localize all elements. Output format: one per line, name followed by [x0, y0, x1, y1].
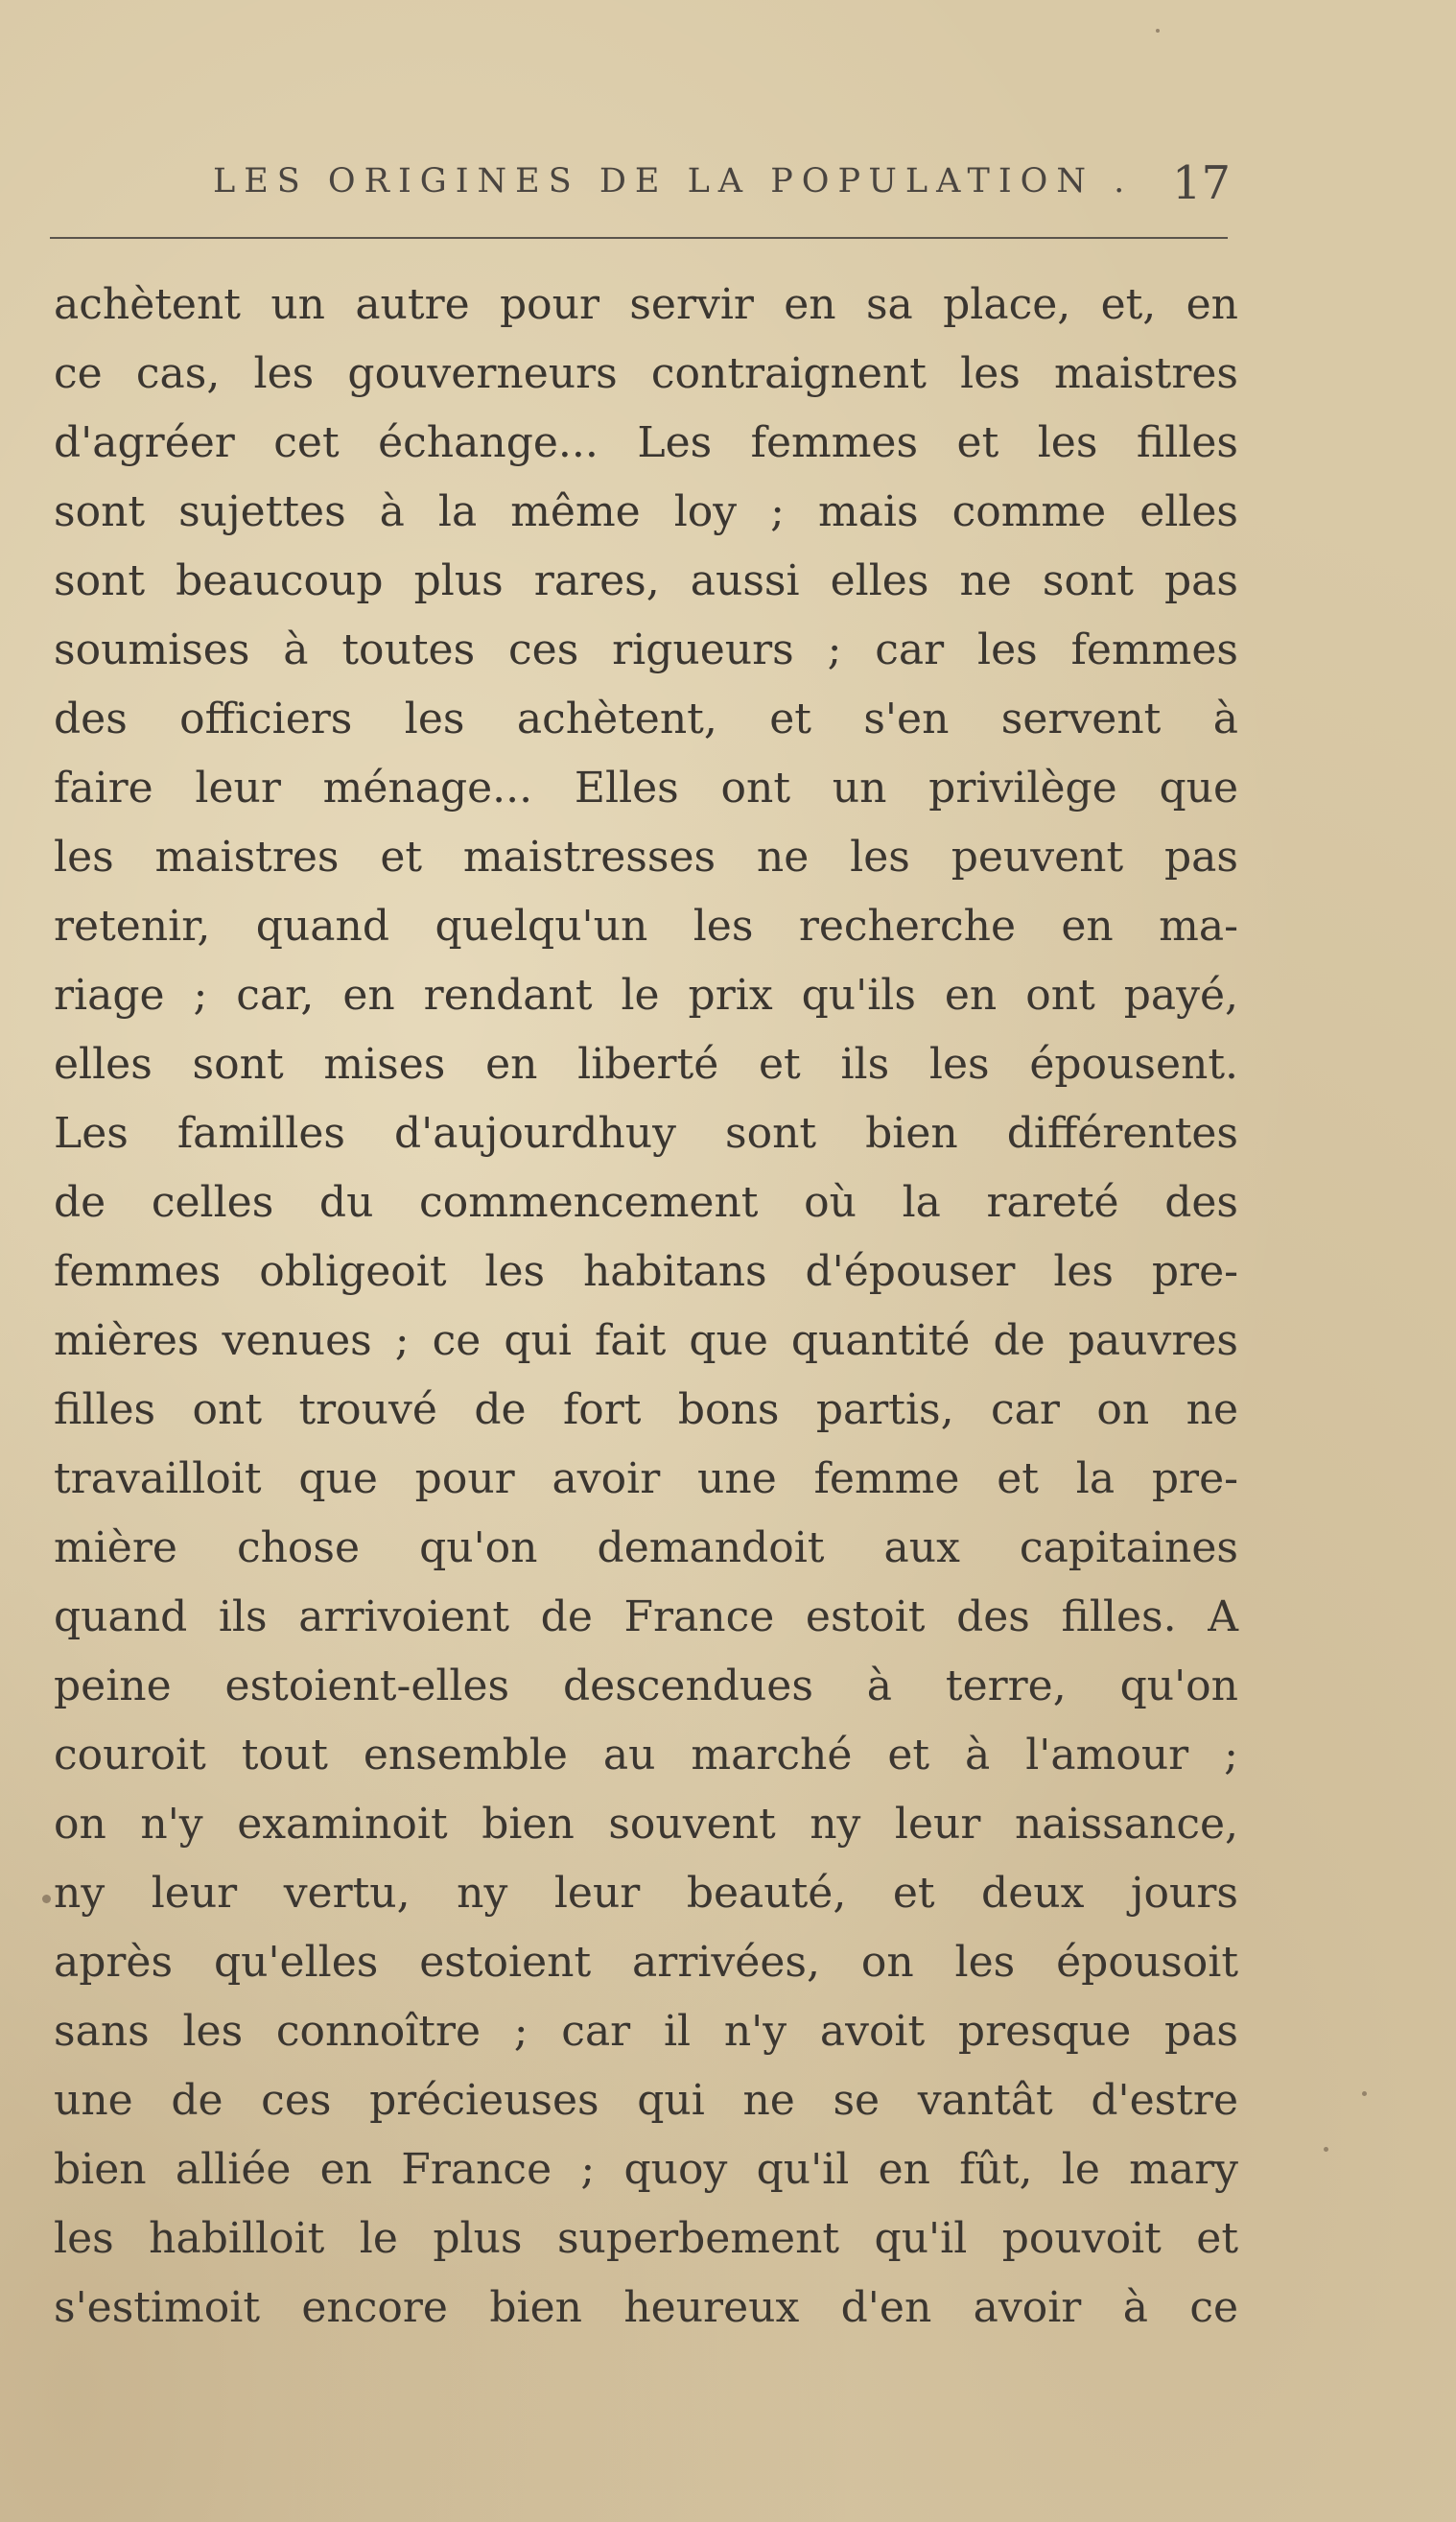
running-head — [0, 156, 1456, 214]
text-line: femmes obligeoit les habitans d'épouser les pre- — [54, 1247, 1238, 1296]
body-text — [54, 271, 1238, 2343]
text-line: d'agréer cet échange... Les femmes et les filles — [54, 418, 1238, 467]
text-line: mière chose qu'on demandoit aux capitaines — [54, 1523, 1238, 1572]
text-line: on n'y examinoit bien souvent ny leur naissance, — [54, 1800, 1238, 1849]
text-line: soumises à toutes ces rigueurs ; car les femmes — [54, 625, 1238, 674]
text-line: sont sujettes à la même loy ; mais comme elles — [54, 487, 1238, 536]
text-line: elles sont mises en liberté et ils les épousent. — [54, 1040, 1238, 1089]
text-line: des officiers les achètent, et s'en servent à — [54, 695, 1238, 743]
text-line: une de ces précieuses qui ne se vantât d'estre — [54, 2076, 1238, 2125]
text-line: sans les connoître ; car il n'y avoit presque pas — [54, 2007, 1238, 2056]
text-line: de celles du commencement où la rareté des — [54, 1178, 1238, 1227]
paper-speck — [1156, 29, 1160, 33]
text-line: sont beaucoup plus rares, aussi elles ne sont pas — [54, 556, 1238, 605]
text-line: s'estimoit encore bien heureux d'en avoir à ce — [54, 2283, 1238, 2332]
paper-speck — [42, 1895, 51, 1903]
text-line: quand ils arrivoient de France estoit des filles. A — [54, 1592, 1238, 1641]
text-line: peine estoient-elles descendues à terre, qu'on — [54, 1662, 1238, 1710]
text-line: faire leur ménage... Elles ont un privilège que — [54, 764, 1238, 813]
header-rule — [50, 237, 1228, 239]
text-line: achètent un autre pour servir en sa place, et, en — [54, 280, 1238, 329]
paper-speck — [1362, 2091, 1367, 2096]
paper-speck — [1324, 2147, 1328, 2152]
text-line: mières venues ; ce qui fait que quantité de pauvres — [54, 1316, 1238, 1365]
text-line: ce cas, les gouverneurs contraignent les maistres — [54, 349, 1238, 398]
page-number: 17 — [1172, 156, 1232, 210]
text-line: les habilloit le plus superbement qu'il pouvoit et — [54, 2214, 1238, 2263]
text-line: travailloit que pour avoir une femme et la pre- — [54, 1454, 1238, 1503]
text-line: bien alliée en France ; quoy qu'il en fût, le mary — [54, 2145, 1238, 2194]
text-line: retenir, quand quelqu'un les recherche en ma- — [54, 902, 1238, 951]
running-title: LES ORIGINES DE LA POPULATION . — [213, 162, 1134, 200]
text-line: filles ont trouvé de fort bons partis, car on ne — [54, 1385, 1238, 1434]
text-line: couroit tout ensemble au marché et à l'amour ; — [54, 1731, 1238, 1780]
text-line: ny leur vertu, ny leur beauté, et deux jours — [54, 1869, 1238, 1918]
text-line: Les familles d'aujourdhuy sont bien différentes — [54, 1109, 1238, 1158]
text-line: après qu'elles estoient arrivées, on les épousoit — [54, 1938, 1238, 1987]
text-line: riage ; car, en rendant le prix qu'ils en ont payé, — [54, 971, 1238, 1020]
text-line: les maistres et maistresses ne les peuvent pas — [54, 833, 1238, 882]
